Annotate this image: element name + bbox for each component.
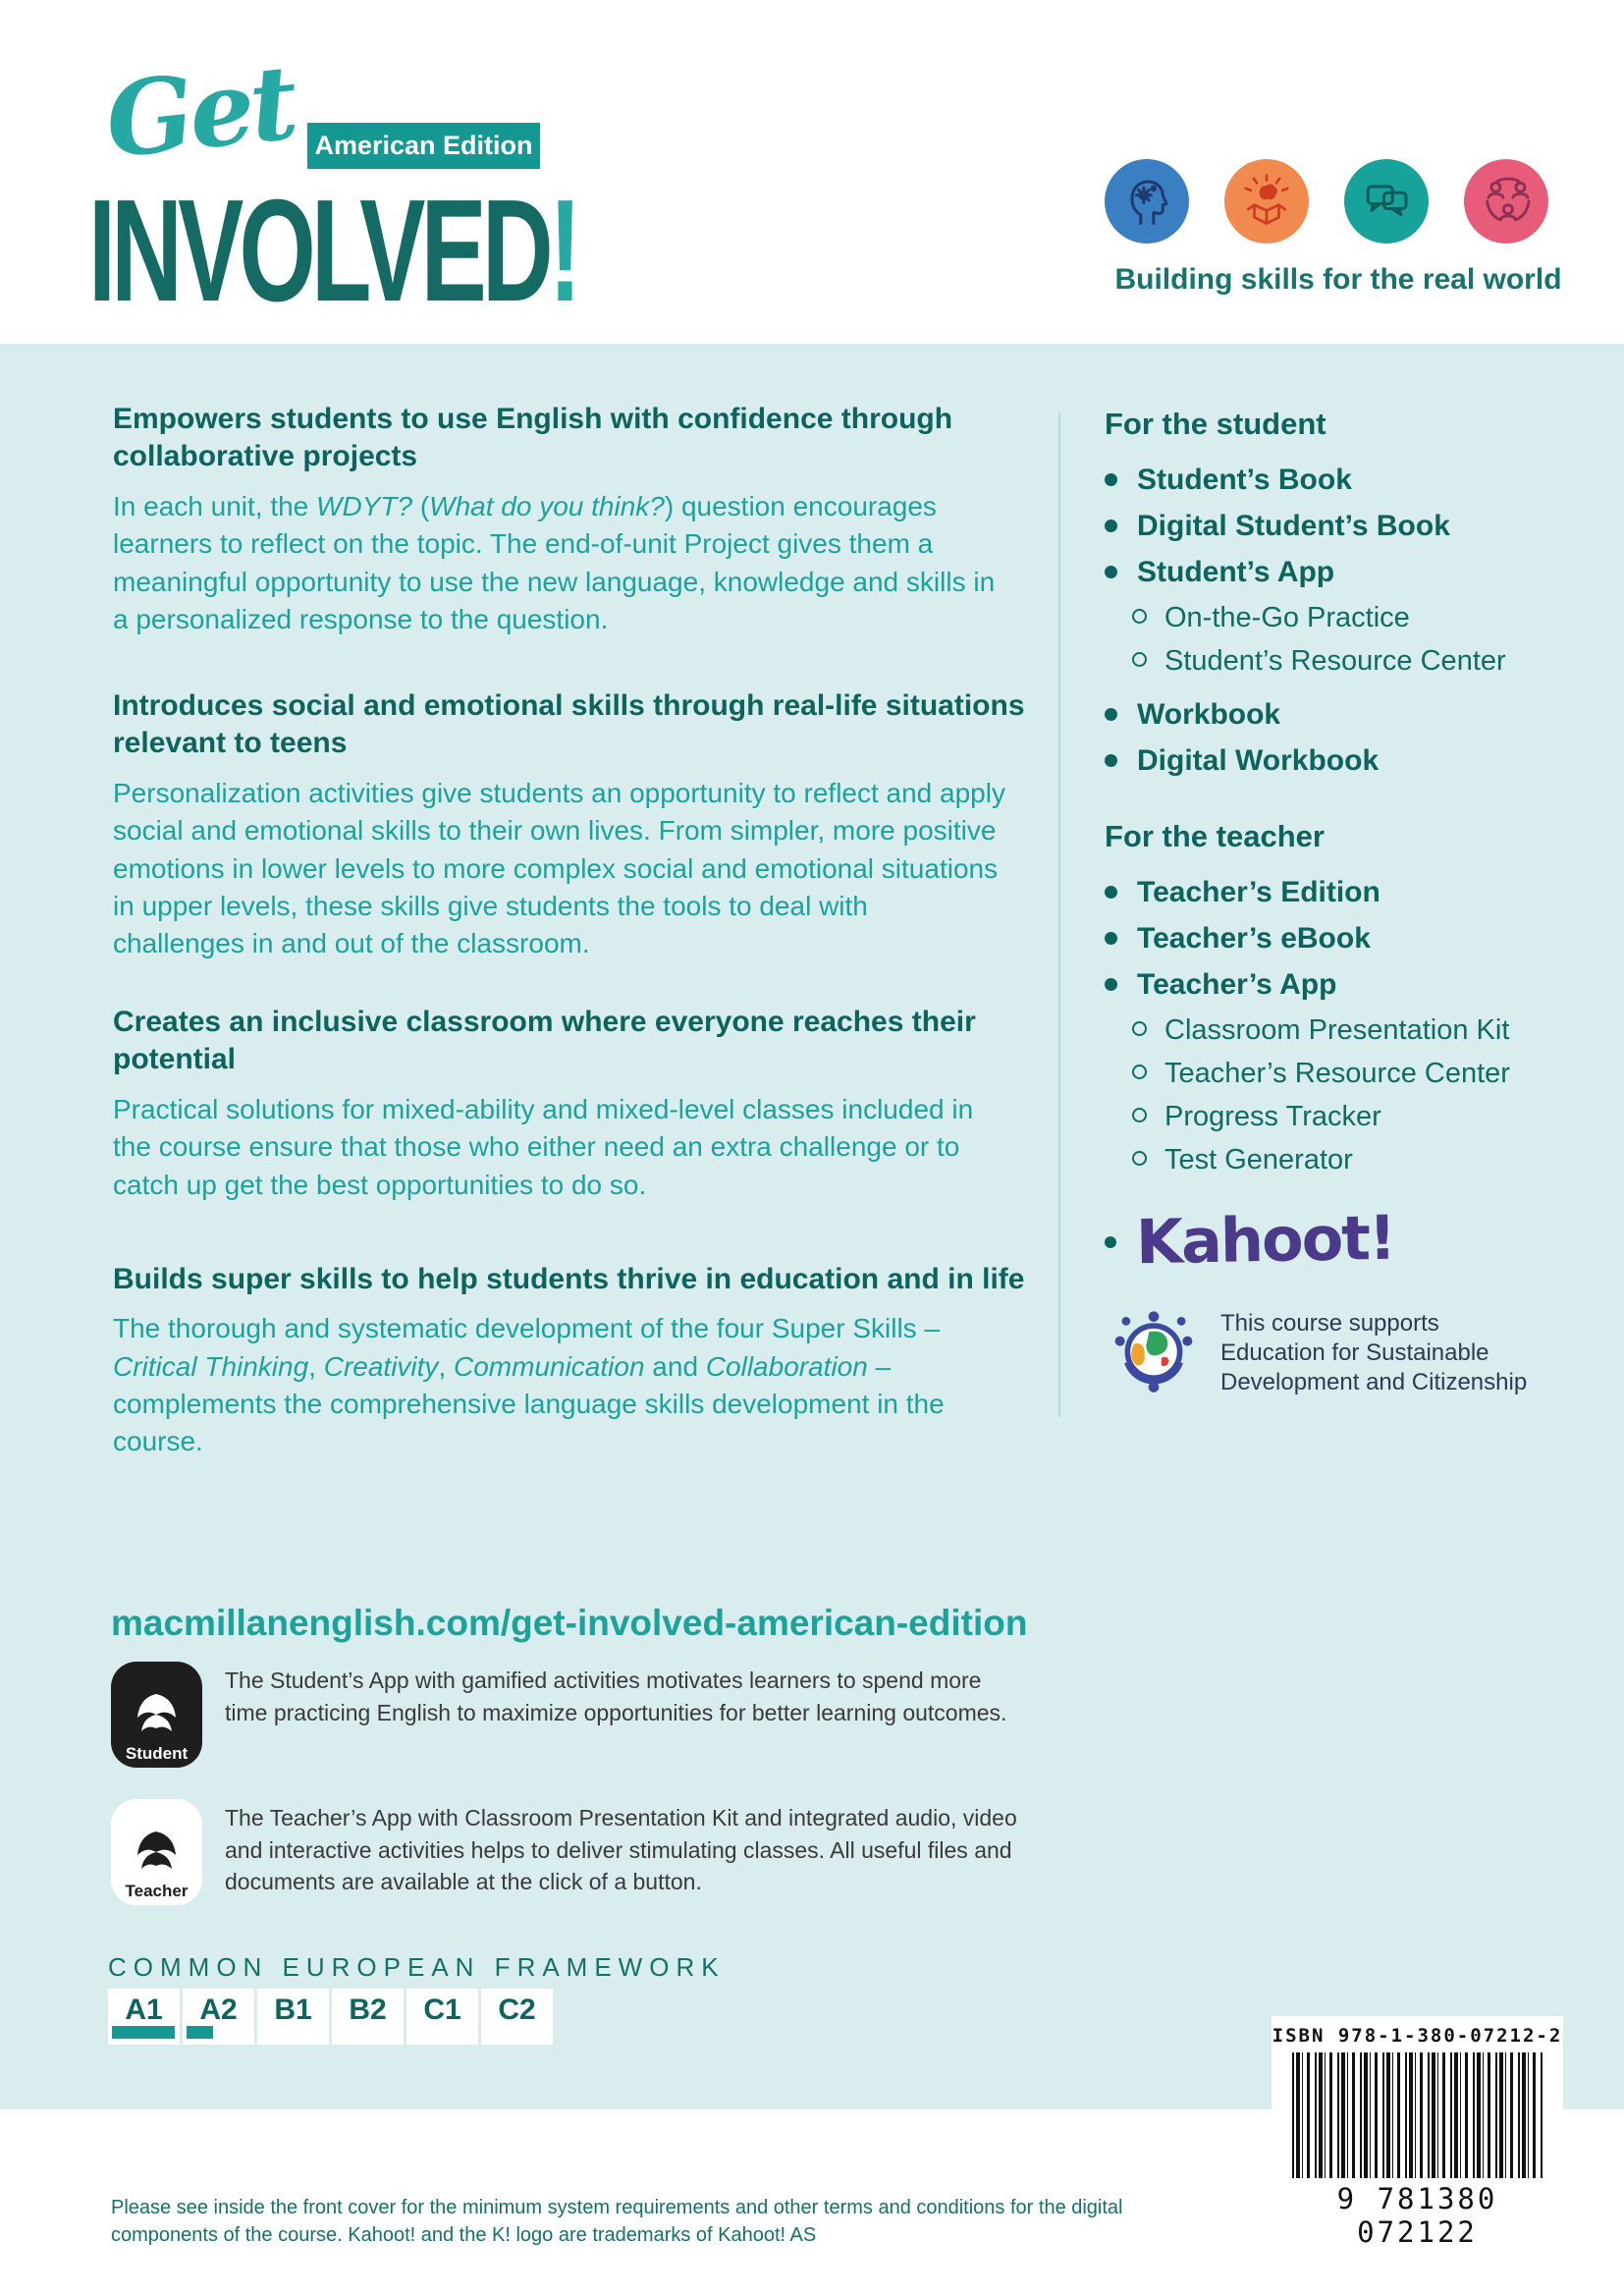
esd-text: This course supports Education for Sustainable Development and Citizenship (1220, 1310, 1528, 1396)
list-item: Digital Workbook (1105, 746, 1610, 776)
bullet-icon (1105, 519, 1117, 532)
cefr-level-boxes (108, 1989, 553, 2045)
for-the-teacher-title: For the teacher (1105, 819, 1325, 853)
circle-bullet-icon (1132, 652, 1147, 667)
sustainable-globe-icon (1105, 1301, 1203, 1399)
cefr-level-c1: C1 (406, 1989, 478, 2045)
components-sidebar (1105, 407, 1610, 1399)
kahoot-item (1105, 1201, 1610, 1279)
cefr-level-b1: B1 (257, 1989, 329, 2045)
macmillan-student-app-icon (111, 1662, 202, 1768)
cefr-level-a1: A1 (108, 1989, 180, 2045)
list-subitem: Classroom Presentation Kit (1132, 1016, 1610, 1045)
list-subitem: Test Generator (1132, 1146, 1610, 1175)
isbn-label: ISBN 978-1-380-07212-2 (1272, 2025, 1563, 2047)
benefit-body: Practical solutions for mixed-ability and mixed-level classes included in the course ensure that those who either need an extra challenge or to catch up get the best opportunities to do so. (113, 1093, 974, 1200)
student-app-row (111, 1662, 1034, 1768)
benefit-block-inclusive (113, 1004, 1026, 1204)
logo-get-script: Get (100, 41, 299, 182)
list-item: Teacher’s App (1105, 970, 1610, 1000)
bullet-icon (1105, 1236, 1116, 1248)
bullet-icon (1105, 754, 1117, 767)
benefit-body: Personalization activities give students an opportunity to reflect and apply social and emotional skills to their own lives. From simpler, more positive emotions in lower levels to more complex social and emotional situations in upper levels, these skills give students the tools to deal with challenges in and out of the classroom. (113, 777, 1005, 959)
creativity-icon (1224, 159, 1309, 244)
column-divider (1058, 412, 1060, 1417)
student-app-text: The Student’s App with gamified activities motivates learners to spend more time practicing English to maximize opportunities for better learning outcomes. (225, 1667, 1007, 1725)
list-item: Teacher’s eBook (1105, 924, 1610, 954)
critical-thinking-icon (1105, 159, 1189, 244)
bullet-icon (1105, 932, 1117, 945)
bullet-icon (1105, 886, 1117, 899)
list-subitem: Student’s Resource Center (1132, 647, 1610, 676)
cefr-level-bar (187, 2026, 213, 2039)
circle-bullet-icon (1132, 609, 1147, 624)
benefit-heading: Builds super skills to help students thrive in education and in life (113, 1263, 1025, 1295)
macmillan-teacher-app-icon (111, 1799, 202, 1905)
benefit-block-social-emotional (113, 687, 1026, 963)
collaboration-icon (1464, 159, 1548, 244)
benefit-block-projects (113, 401, 1026, 638)
app-badge-label: Teacher (125, 1882, 189, 1900)
list-subitem: Progress Tracker (1132, 1103, 1610, 1131)
circle-bullet-icon (1132, 1065, 1147, 1079)
list-subitem: On-the-Go Practice (1132, 604, 1610, 632)
cefr-level-a2: A2 (183, 1989, 254, 2045)
macmillan-m-icon (127, 1690, 188, 1745)
benefit-body: The thorough and systematic development of the four Super Skills – Critical Thinking, Creativity, Communication and Collaboration – complements the comprehensive language skills development in the course. (113, 1313, 945, 1457)
list-item: Student’s App (1105, 558, 1610, 587)
legal-fine-print: Please see inside the front cover for the minimum system requirements and other terms and conditions for the digital components of the course. Kahoot! and the K! logo are trademarks of Kahoot! AS (111, 2197, 1123, 2246)
logo-exclamation: ! (548, 170, 582, 332)
circle-bullet-icon (1132, 1021, 1147, 1036)
for-the-student-title: For the student (1105, 407, 1326, 441)
bullet-icon (1105, 473, 1117, 486)
benefit-body: In each unit, the WDYT? (What do you think?) question encourages learners to reflect on the topic. The end-of-unit Project gives them a meaningful opportunity to use the new language, knowledge and skills in a personalized response to the question. (113, 490, 996, 634)
logo-involved: INVOLVED! (88, 170, 582, 332)
circle-bullet-icon (1132, 1108, 1147, 1122)
cefr-title: COMMON EUROPEAN FRAMEWORK (108, 1952, 726, 1982)
list-item: Student’s Book (1105, 465, 1610, 495)
barcode-number: 9 781380 072122 (1336, 2182, 1498, 2249)
esd-note (1105, 1301, 1610, 1399)
cefr-level-c2: C2 (481, 1989, 553, 2045)
cefr-level-bar (112, 2026, 175, 2039)
barcode-bars (1292, 2052, 1543, 2178)
teacher-app-row (111, 1799, 1034, 1905)
bullet-icon (1105, 978, 1117, 991)
benefit-heading: Creates an inclusive classroom where everyone reaches their potential (113, 1006, 976, 1076)
communication-icon (1344, 159, 1429, 244)
isbn-barcode (1272, 2016, 1563, 2273)
app-badge-label: Student (125, 1744, 189, 1763)
list-item: Workbook (1105, 700, 1610, 730)
bullet-icon (1105, 566, 1117, 578)
teacher-app-text: The Teacher’s App with Classroom Presentation Kit and integrated audio, video and interactive activities helps to deliver stimulating classes. All useful files and documents are available at the click of a button. (225, 1805, 1017, 1895)
cefr-level-b2: B2 (332, 1989, 404, 2045)
benefit-heading: Introduces social and emotional skills through real-life situations relevant to teens (113, 689, 1025, 760)
benefit-heading: Empowers students to use English with confidence through collaborative projects (113, 403, 953, 473)
bullet-icon (1105, 708, 1117, 721)
brand-tagline: Building skills for the real world (1114, 263, 1562, 296)
circle-bullet-icon (1132, 1151, 1147, 1166)
list-subitem: Teacher’s Resource Center (1132, 1060, 1610, 1088)
edition-badge: American Edition (307, 123, 540, 169)
website-url: macmillanenglish.com/get-involved-american-edition (111, 1603, 1028, 1643)
list-item: Digital Student’s Book (1105, 512, 1610, 541)
kahoot-logo: Kahoot! (1135, 1201, 1395, 1279)
list-item: Teacher’s Edition (1105, 878, 1610, 907)
skill-icons-row (1105, 159, 1548, 244)
macmillan-m-icon (127, 1828, 188, 1883)
benefit-block-super-skills (113, 1261, 1026, 1461)
